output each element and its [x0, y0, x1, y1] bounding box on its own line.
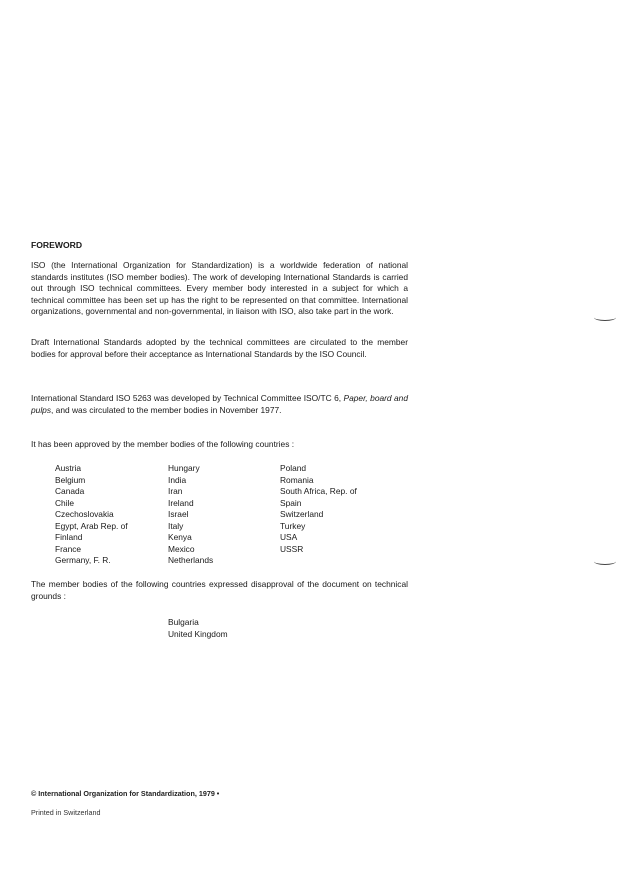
- printed-notice: Printed in Switzerland: [31, 808, 101, 817]
- country-name: USA: [280, 532, 298, 542]
- disapproval-intro: The member bodies of the following countries expressed disapproval of the document on technical grounds :: [31, 579, 408, 601]
- country-column: [168, 463, 280, 567]
- paragraph-text: Draft International Standards adopted by the technical committees are circulated to the member bodies for approval before their acceptance as International Standards by the ISO Council.: [31, 337, 408, 359]
- country-name: Bulgaria: [168, 617, 199, 627]
- paragraph-text: International Standard ISO 5263 was developed by Technical Committee ISO/TC 6,: [31, 393, 344, 403]
- paragraph-draft-standards: [31, 337, 408, 360]
- country-name: Belgium: [55, 474, 86, 485]
- country-name: Iran: [168, 486, 183, 496]
- approved-countries-list: [55, 463, 420, 567]
- country-name: South Africa, Rep. of: [280, 486, 357, 496]
- country-name: Italy: [168, 520, 184, 531]
- margin-mark: [594, 558, 616, 565]
- country-name: Chile: [55, 497, 75, 508]
- disapproving-countries-list: [168, 617, 228, 640]
- country-name: Mexico: [168, 543, 195, 554]
- country-name: Kenya: [168, 532, 192, 542]
- paragraph-text: ISO (the International Organization for Standardization) is a worldwide federation of national standards institutes (ISO member bodies). The work of developing International Standards is carried out through ISO technical committees. Every member body interested in a subject for which a technical committee has been set up has the right to be represented on that committee. International organizations, governmental and non-governmental, in liaison with ISO, also take part in the work.: [31, 260, 408, 316]
- country-name: Spain: [280, 497, 302, 508]
- paragraph-text: , and was circulated to the member bodies in November 1977.: [51, 404, 282, 415]
- country-name: Finland: [55, 532, 83, 542]
- country-name: India: [168, 474, 187, 485]
- country-name: France: [55, 543, 82, 554]
- country-name: Austria: [55, 463, 82, 473]
- country-name: Switzerland: [280, 509, 324, 519]
- country-name: Romania: [280, 474, 314, 485]
- country-name: Ireland: [168, 497, 194, 508]
- paragraph-iso-intro: [31, 260, 408, 318]
- country-name: Hungary: [168, 463, 200, 473]
- page-title: FOREWORD: [31, 240, 83, 250]
- country-name: USSR: [280, 543, 304, 554]
- country-name: Poland: [280, 463, 307, 473]
- approval-intro: It has been approved by the member bodies of the following countries :: [31, 439, 295, 449]
- country-name: Czechoslovakia: [55, 509, 114, 519]
- margin-mark: [594, 314, 616, 321]
- paragraph-iso-5263: [31, 393, 408, 416]
- country-name: Israel: [168, 509, 189, 519]
- country-column: [280, 463, 420, 567]
- copyright-notice: © International Organization for Standardization, 1979 •: [31, 789, 220, 798]
- country-name: Germany, F. R.: [55, 555, 111, 565]
- country-name: Turkey: [280, 520, 306, 531]
- country-name: United Kingdom: [168, 628, 228, 639]
- committee-title: Paper, board and pulps: [31, 393, 408, 415]
- country-name: Netherlands: [168, 555, 214, 565]
- country-column: [55, 463, 168, 567]
- country-name: Egypt, Arab Rep. of: [55, 520, 128, 531]
- country-name: Canada: [55, 486, 85, 496]
